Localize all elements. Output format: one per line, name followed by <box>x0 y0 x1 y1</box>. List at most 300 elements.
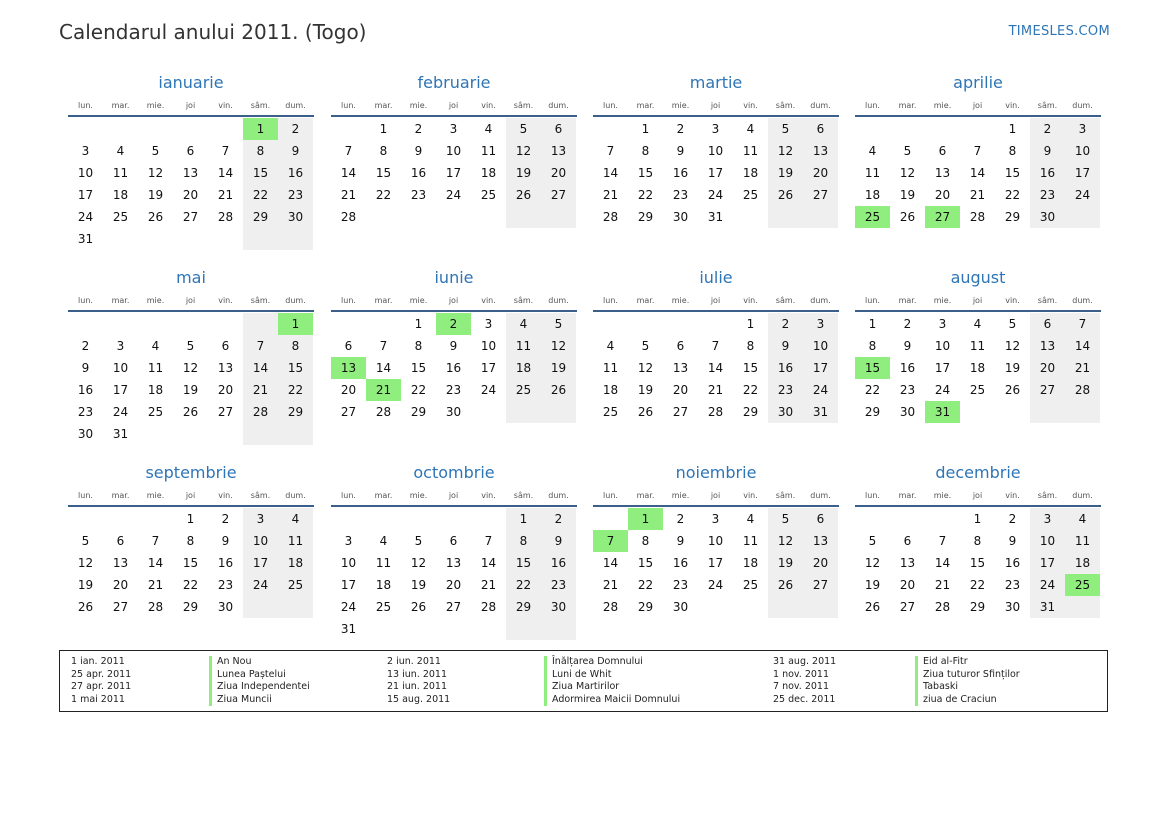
day-cell: 7 <box>379 339 388 353</box>
empty-cell <box>593 313 628 335</box>
holiday-day-cell: 27 <box>925 206 960 228</box>
legend-holiday-name: Ziua Muncii <box>209 694 310 707</box>
weekday-label: joi <box>185 101 196 110</box>
day-cell: 5 <box>868 534 877 548</box>
day-cell: 18 <box>742 556 759 570</box>
day-grid <box>593 508 839 618</box>
weekday-label: vin. <box>481 101 496 110</box>
day-cell: 8 <box>641 144 650 158</box>
weekday-label: lun. <box>865 101 880 110</box>
legend-date: 25 apr. 2011 <box>71 668 132 680</box>
weekday-label: lun. <box>78 491 93 500</box>
day-cell: 2 <box>1008 512 1017 526</box>
day-cell: 13 <box>112 556 129 570</box>
weekday-label: sâm. <box>1037 491 1058 500</box>
day-cell: 24 <box>707 188 724 202</box>
day-cell: 5 <box>414 534 423 548</box>
month-august <box>855 267 1101 423</box>
day-cell: 27 <box>1030 379 1065 401</box>
day-cell: 31 <box>77 232 94 246</box>
day-cell: 12 <box>637 361 654 375</box>
day-cell: 29 <box>506 596 541 618</box>
day-cell: 28 <box>375 405 392 419</box>
empty-cell <box>506 206 541 228</box>
day-cell: 21 <box>480 578 497 592</box>
day-cell: 26 <box>77 600 94 614</box>
weekday-label: lun. <box>78 101 93 110</box>
empty-cell <box>208 228 243 250</box>
day-cell: 22 <box>637 578 654 592</box>
day-cell: 4 <box>278 508 313 530</box>
holiday-day-cell: 15 <box>855 357 890 379</box>
day-cell: 12 <box>541 335 576 357</box>
day-cell: 7 <box>151 534 160 548</box>
day-cell: 4 <box>746 122 755 136</box>
month-octombrie <box>331 462 577 640</box>
empty-cell <box>366 508 401 530</box>
empty-cell <box>243 228 278 250</box>
day-cell: 31 <box>112 427 129 441</box>
day-cell: 31 <box>340 622 357 636</box>
weekday-label: mie. <box>933 491 952 500</box>
day-cell: 19 <box>768 552 803 574</box>
weekday-header <box>855 486 1101 507</box>
empty-cell <box>890 508 925 530</box>
weekday-header <box>68 96 314 117</box>
day-cell: 18 <box>864 188 881 202</box>
weekday-label: mar. <box>111 491 130 500</box>
empty-cell <box>768 596 803 618</box>
day-cell: 12 <box>182 361 199 375</box>
weekday-label: dum. <box>548 101 569 110</box>
day-cell: 3 <box>938 317 947 331</box>
day-cell: 13 <box>672 361 689 375</box>
legend-holiday-name: Eid al-Fitr <box>915 656 1020 669</box>
day-cell: 9 <box>1008 534 1017 548</box>
day-cell: 17 <box>340 578 357 592</box>
day-cell: 24 <box>707 578 724 592</box>
day-cell: 21 <box>147 578 164 592</box>
weekday-label: mie. <box>671 296 690 305</box>
day-cell: 3 <box>484 317 493 331</box>
day-cell: 20 <box>899 578 916 592</box>
day-cell: 6 <box>803 508 838 530</box>
day-cell: 30 <box>77 427 94 441</box>
weekday-header <box>593 96 839 117</box>
month-aprilie <box>855 72 1101 228</box>
day-cell: 30 <box>899 405 916 419</box>
day-cell: 7 <box>243 335 278 357</box>
day-cell: 22 <box>182 578 199 592</box>
day-cell: 10 <box>934 339 951 353</box>
day-cell: 30 <box>672 210 689 224</box>
weekday-label: mie. <box>671 491 690 500</box>
day-cell: 15 <box>182 556 199 570</box>
weekday-label: mie. <box>146 101 165 110</box>
day-cell: 22 <box>410 383 427 397</box>
day-cell: 23 <box>217 578 234 592</box>
weekday-label: vin. <box>481 296 496 305</box>
day-grid <box>331 313 577 423</box>
empty-cell <box>855 118 890 140</box>
legend-date: 15 aug. 2011 <box>387 693 451 705</box>
day-cell: 10 <box>445 144 462 158</box>
day-cell: 8 <box>1008 144 1017 158</box>
day-cell: 14 <box>340 166 357 180</box>
day-cell: 14 <box>217 166 234 180</box>
legend-holiday-name: Lunea Paștelui <box>209 669 310 682</box>
empty-cell <box>698 596 733 618</box>
empty-cell <box>173 118 208 140</box>
day-cell: 20 <box>340 383 357 397</box>
weekday-header <box>331 486 577 507</box>
day-cell: 26 <box>768 574 803 596</box>
holiday-day-cell: 1 <box>243 118 278 140</box>
day-grid <box>68 118 314 250</box>
weekday-label: mie. <box>146 296 165 305</box>
month-title: aprilie <box>953 73 1003 92</box>
day-cell: 8 <box>868 339 877 353</box>
holiday-day-cell: 25 <box>1065 574 1100 596</box>
day-cell: 14 <box>602 166 619 180</box>
day-cell: 20 <box>934 188 951 202</box>
day-cell: 30 <box>1004 600 1021 614</box>
empty-cell <box>278 423 313 445</box>
holiday-day-cell: 25 <box>855 206 890 228</box>
empty-cell <box>506 401 541 423</box>
legend-date: 7 nov. 2011 <box>773 681 829 692</box>
day-cell: 3 <box>803 313 838 335</box>
day-cell: 20 <box>182 188 199 202</box>
weekday-label: sâm. <box>1037 101 1058 110</box>
empty-cell <box>103 118 138 140</box>
day-cell: 4 <box>973 317 982 331</box>
day-cell: 16 <box>278 162 313 184</box>
empty-cell <box>173 228 208 250</box>
day-cell: 11 <box>742 144 759 158</box>
weekday-label: joi <box>448 296 459 305</box>
day-cell: 15 <box>969 556 986 570</box>
legend-holiday-name: Ziua Martirilor <box>544 681 680 694</box>
day-cell: 30 <box>217 600 234 614</box>
empty-cell <box>68 313 103 335</box>
empty-cell <box>208 313 243 335</box>
day-cell: 27 <box>445 600 462 614</box>
weekday-label: mar. <box>374 101 393 110</box>
day-cell: 22 <box>278 379 313 401</box>
day-cell: 23 <box>672 578 689 592</box>
empty-cell <box>436 618 471 640</box>
empty-cell <box>541 206 576 228</box>
legend-date: 21 iun. 2011 <box>387 681 448 692</box>
day-cell: 15 <box>637 556 654 570</box>
empty-cell <box>68 508 103 530</box>
day-cell: 9 <box>541 530 576 552</box>
legend-date: 1 mai 2011 <box>71 693 125 705</box>
legend-dates-2 <box>387 656 450 706</box>
day-cell: 20 <box>541 162 576 184</box>
empty-cell <box>506 618 541 640</box>
empty-cell <box>243 596 278 618</box>
month-title: decembrie <box>935 463 1021 482</box>
day-cell: 25 <box>602 405 619 419</box>
day-cell: 25 <box>278 574 313 596</box>
day-cell: 27 <box>541 184 576 206</box>
day-cell: 21 <box>707 383 724 397</box>
weekday-label: sâm. <box>1037 296 1058 305</box>
weekday-label: dum. <box>285 296 306 305</box>
day-cell: 29 <box>864 405 881 419</box>
day-cell: 7 <box>973 144 982 158</box>
day-cell: 15 <box>278 357 313 379</box>
day-cell: 22 <box>969 578 986 592</box>
day-cell: 9 <box>278 140 313 162</box>
day-cell: 28 <box>340 210 357 224</box>
empty-cell <box>1065 206 1100 228</box>
weekday-header <box>331 291 577 312</box>
day-cell: 16 <box>541 552 576 574</box>
empty-cell <box>628 313 663 335</box>
day-cell: 1 <box>868 317 877 331</box>
weekday-label: lun. <box>341 296 356 305</box>
day-cell: 3 <box>1030 508 1065 530</box>
day-cell: 18 <box>602 383 619 397</box>
month-title: octombrie <box>413 463 495 482</box>
day-cell: 11 <box>1065 530 1100 552</box>
day-cell: 28 <box>217 210 234 224</box>
day-cell: 17 <box>77 188 94 202</box>
empty-cell <box>803 596 838 618</box>
empty-cell <box>855 508 890 530</box>
empty-cell <box>733 596 768 618</box>
weekday-label: joi <box>972 491 983 500</box>
empty-cell <box>366 313 401 335</box>
day-cell: 15 <box>375 166 392 180</box>
empty-cell <box>138 228 173 250</box>
day-cell: 1 <box>973 512 982 526</box>
site-link[interactable]: TIMESLES.COM <box>1008 24 1110 39</box>
day-cell: 18 <box>278 552 313 574</box>
day-cell: 31 <box>803 401 838 423</box>
day-cell: 5 <box>541 313 576 335</box>
day-cell: 13 <box>803 530 838 552</box>
day-cell: 13 <box>182 166 199 180</box>
day-cell: 20 <box>112 578 129 592</box>
day-cell: 12 <box>1004 339 1021 353</box>
day-cell: 1 <box>641 122 650 136</box>
empty-cell <box>278 228 313 250</box>
weekday-label: vin. <box>743 491 758 500</box>
page-title: Calendarul anului 2011. (Togo) <box>59 20 367 44</box>
day-cell: 11 <box>112 166 129 180</box>
day-cell: 27 <box>899 600 916 614</box>
legend-date: 1 ian. 2011 <box>71 656 125 667</box>
empty-cell <box>541 401 576 423</box>
day-cell: 8 <box>746 339 755 353</box>
day-cell: 5 <box>186 339 195 353</box>
day-cell: 14 <box>602 556 619 570</box>
day-cell: 26 <box>864 600 881 614</box>
day-cell: 23 <box>445 383 462 397</box>
weekday-label: sâm. <box>513 296 534 305</box>
day-cell: 9 <box>676 534 685 548</box>
day-cell: 28 <box>243 401 278 423</box>
empty-cell <box>366 206 401 228</box>
day-cell: 3 <box>711 512 720 526</box>
empty-cell <box>331 508 366 530</box>
day-cell: 18 <box>742 166 759 180</box>
day-cell: 17 <box>803 357 838 379</box>
day-cell: 28 <box>969 210 986 224</box>
day-cell: 29 <box>278 401 313 423</box>
empty-cell <box>925 118 960 140</box>
weekday-label: joi <box>710 101 721 110</box>
day-cell: 21 <box>934 578 951 592</box>
day-cell: 17 <box>243 552 278 574</box>
empty-cell <box>331 118 366 140</box>
day-cell: 29 <box>637 600 654 614</box>
weekday-label: sâm. <box>250 101 271 110</box>
day-cell: 20 <box>1030 357 1065 379</box>
day-cell: 13 <box>217 361 234 375</box>
day-cell: 16 <box>77 383 94 397</box>
day-cell: 23 <box>672 188 689 202</box>
day-cell: 9 <box>676 144 685 158</box>
day-cell: 22 <box>864 383 881 397</box>
empty-cell <box>541 618 576 640</box>
day-cell: 24 <box>340 600 357 614</box>
weekday-label: lun. <box>78 296 93 305</box>
day-cell: 17 <box>934 361 951 375</box>
day-grid <box>855 313 1101 423</box>
empty-cell <box>138 508 173 530</box>
empty-cell <box>436 508 471 530</box>
day-cell: 6 <box>676 339 685 353</box>
weekday-header <box>331 96 577 117</box>
weekday-header <box>593 291 839 312</box>
legend-date: 1 nov. 2011 <box>773 668 829 680</box>
day-cell: 2 <box>81 339 90 353</box>
day-cell: 27 <box>340 405 357 419</box>
day-cell: 8 <box>973 534 982 548</box>
weekday-label: lun. <box>341 101 356 110</box>
day-cell: 24 <box>803 379 838 401</box>
empty-cell <box>471 401 506 423</box>
day-cell: 29 <box>742 405 759 419</box>
day-cell: 4 <box>606 339 615 353</box>
legend-holiday-name: Tabaski <box>915 681 1020 694</box>
legend-date: 25 dec. 2011 <box>773 693 836 705</box>
day-cell: 14 <box>375 361 392 375</box>
holiday-day-cell: 7 <box>593 530 628 552</box>
day-cell: 11 <box>278 530 313 552</box>
weekday-label: vin. <box>743 296 758 305</box>
day-cell: 25 <box>969 383 986 397</box>
day-cell: 19 <box>410 578 427 592</box>
weekday-label: dum. <box>1072 491 1093 500</box>
weekday-label: sâm. <box>513 491 534 500</box>
weekday-label: vin. <box>481 491 496 500</box>
day-cell: 24 <box>445 188 462 202</box>
day-cell: 27 <box>217 405 234 419</box>
day-cell: 31 <box>1030 596 1065 618</box>
day-cell: 4 <box>746 512 755 526</box>
weekday-header <box>855 96 1101 117</box>
day-cell: 7 <box>1065 313 1100 335</box>
day-cell: 28 <box>707 405 724 419</box>
day-cell: 2 <box>768 313 803 335</box>
day-cell: 29 <box>637 210 654 224</box>
weekday-label: mie. <box>671 101 690 110</box>
day-cell: 13 <box>445 556 462 570</box>
day-cell: 22 <box>742 383 759 397</box>
day-cell: 8 <box>506 530 541 552</box>
legend-holiday-name: An Nou <box>209 656 310 669</box>
day-cell: 7 <box>221 144 230 158</box>
day-cell: 28 <box>602 210 619 224</box>
weekday-label: mar. <box>898 296 917 305</box>
empty-cell <box>138 118 173 140</box>
day-cell: 13 <box>803 140 838 162</box>
empty-cell <box>471 618 506 640</box>
empty-cell <box>68 118 103 140</box>
weekday-label: sâm. <box>775 491 796 500</box>
day-cell: 10 <box>112 361 129 375</box>
day-cell: 15 <box>506 552 541 574</box>
day-cell: 9 <box>449 339 458 353</box>
day-cell: 1 <box>414 317 423 331</box>
empty-cell <box>173 313 208 335</box>
legend-holiday-name: Adormirea Maicii Domnului <box>544 694 680 707</box>
weekday-label: mie. <box>409 491 428 500</box>
weekday-label: joi <box>972 296 983 305</box>
day-cell: 16 <box>768 357 803 379</box>
weekday-label: dum. <box>810 491 831 500</box>
weekday-label: vin. <box>218 491 233 500</box>
day-cell: 26 <box>182 405 199 419</box>
holiday-day-cell: 2 <box>436 313 471 335</box>
weekday-label: lun. <box>341 491 356 500</box>
day-cell: 10 <box>707 144 724 158</box>
holiday-day-cell: 31 <box>925 401 960 423</box>
weekday-label: dum. <box>1072 101 1093 110</box>
month-ianuarie <box>68 72 314 250</box>
day-cell: 10 <box>1065 140 1100 162</box>
day-cell: 14 <box>969 166 986 180</box>
weekday-label: mie. <box>409 296 428 305</box>
day-cell: 2 <box>676 122 685 136</box>
day-cell: 2 <box>541 508 576 530</box>
weekday-label: mar. <box>111 101 130 110</box>
empty-cell <box>138 423 173 445</box>
day-cell: 8 <box>414 339 423 353</box>
day-cell: 30 <box>278 206 313 228</box>
day-cell: 16 <box>1004 556 1021 570</box>
day-cell: 8 <box>641 534 650 548</box>
day-cell: 22 <box>506 574 541 596</box>
day-cell: 19 <box>147 188 164 202</box>
empty-cell <box>173 423 208 445</box>
day-cell: 16 <box>217 556 234 570</box>
day-cell: 11 <box>742 534 759 548</box>
weekday-label: lun. <box>865 296 880 305</box>
month-decembrie <box>855 462 1101 618</box>
day-cell: 17 <box>480 361 497 375</box>
empty-cell <box>1065 401 1100 423</box>
day-grid <box>855 508 1101 618</box>
day-cell: 1 <box>186 512 195 526</box>
day-cell: 13 <box>1030 335 1065 357</box>
